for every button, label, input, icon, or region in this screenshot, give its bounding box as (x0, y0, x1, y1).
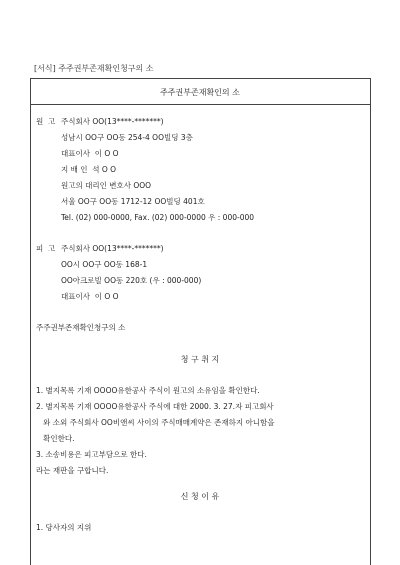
claim-line: 라는 재판을 구합니다. (36, 466, 109, 475)
plaintiff-representative: 대표이사 이 O O (61, 149, 119, 158)
reasons-item: 1. 당사자의 지위 (36, 523, 92, 532)
defendant-address: OO시 OO구 OO동 168-1 (61, 260, 148, 269)
plaintiff-role: 원 고 (36, 117, 56, 126)
claim-line: 2. 별지목록 기재 OOOO유한공사 주식에 대한 2000. 3. 27.자 피고회사 (36, 402, 274, 411)
plaintiff-manager: 지 배 인 석 O O (61, 165, 117, 174)
defendant-representative: 대표이사 이 O O (61, 292, 119, 301)
document-title: 주주권부존재확인의 소 (160, 88, 240, 97)
title-divider (30, 104, 371, 105)
claim-line: 확인한다. (36, 434, 75, 443)
claim-line: 1. 별지목록 기재 OOOO유한공사 주식이 원고의 소유임을 확인한다. (36, 386, 260, 395)
defendant-address-2: OO아크로빌 OO동 220호 (우 : 000-000) (61, 276, 202, 285)
case-name: 주주권부존재확인청구의 소 (36, 323, 126, 332)
defendant-role: 피 고 (36, 244, 56, 253)
form-label: [서식] 주주권부존재확인청구의 소 (34, 64, 154, 73)
claims-heading: 청 구 취 지 (180, 355, 220, 364)
plaintiff-name: 주식회사 OO(13****-*******) (61, 117, 164, 126)
claim-line: 3. 소송비용은 피고부담으로 한다. (36, 450, 147, 459)
plaintiff-agent: 원고의 대리인 변호사 OOO (61, 181, 152, 190)
plaintiff-agent-address: 서울 OO구 OO동 1712-12 OO빌딩 401호 (61, 197, 205, 206)
defendant-name: 주식회사 OO(13****-*******) (61, 244, 164, 253)
claim-line: 와 소외 주식회사 OO비앤씨 사이의 주식매매계약은 존재하지 아니함을 (36, 418, 275, 427)
plaintiff-contact: Tel. (02) 000-0000, Fax. (02) 000-0000 우 : 000-000 (61, 213, 255, 222)
reasons-heading: 신 청 이 유 (180, 492, 220, 501)
plaintiff-address: 성남시 OO구 OO동 254-4 OO빌딩 3층 (61, 133, 193, 142)
